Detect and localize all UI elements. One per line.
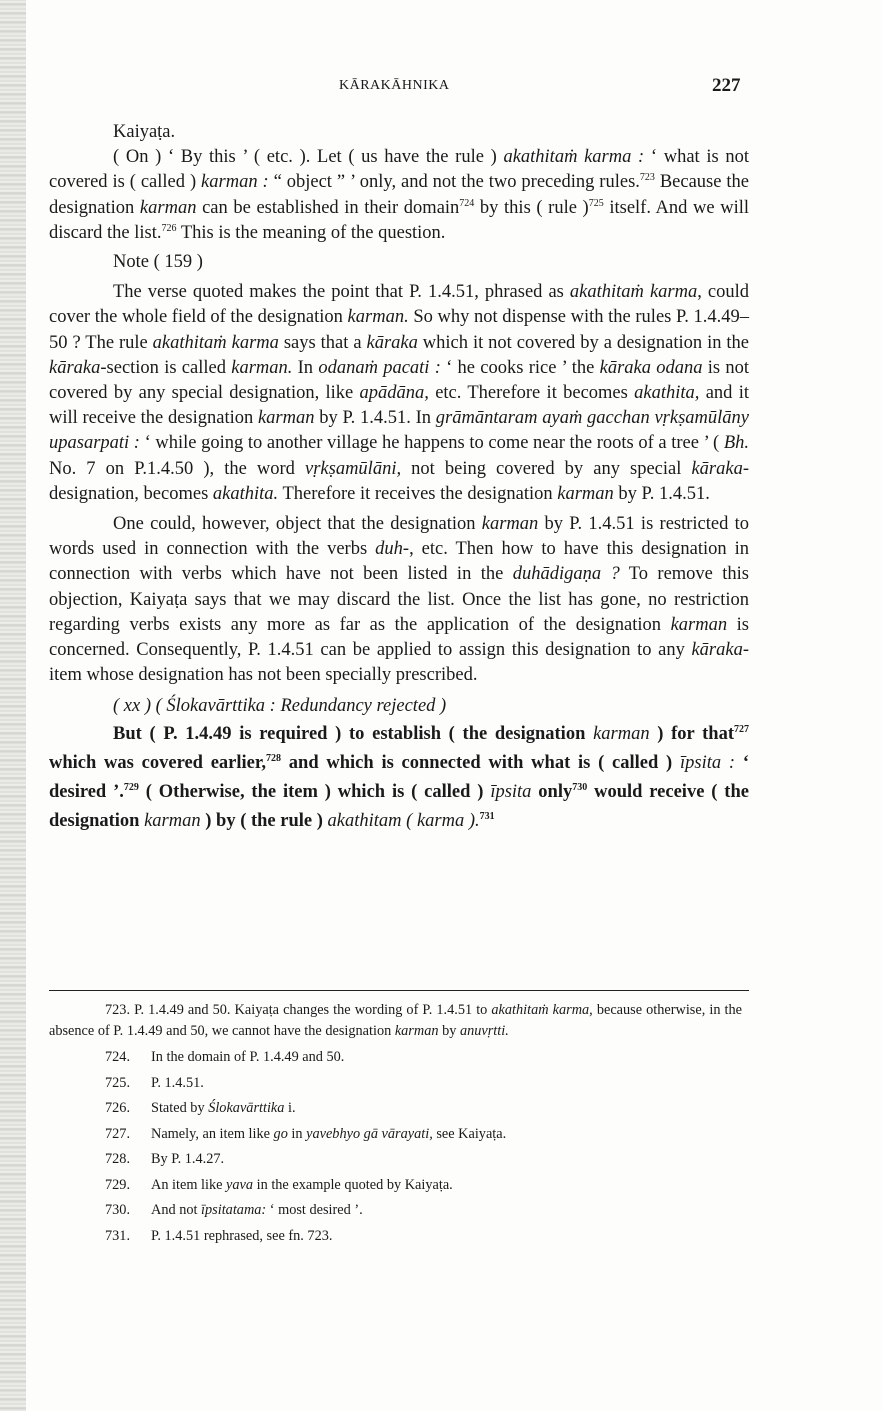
paragraph-note-1: The verse quoted makes the point that P. 1.4.51, phrased as akathitaṁ karma, could cover the whole field of the designation karman. So why not dispense with the rules P. 1.4.49–50 ? The rule akathitaṁ karma says that a kāraka which it not covered by a designation in the kāraka-section is called karman. In odanaṁ pacati : ‘ he cooks rice ’ the kāraka odana is not covered by any special designation, like apādāna, etc. Therefore it becomes akathita, and it will receive the designation karman by P. 1.4.51. In grāmāntaram ayaṁ gacchan vṛkṣamūlāny upasarpati : ‘ while going to another village he happens to come near the roots of a tree ’ ( Bh. No. 7 on P.1.4.50 ), the word vṛkṣamūlāni, not being covered by any special kāraka-designation, becomes akathita. Therefore it receives the designation karman by P. 1.4.51. (49, 282, 750, 504)
footnote-ref-730[interactable]: 730 (572, 782, 588, 794)
footnote-726: 726. Stated by Ślokavārttika i. (105, 1100, 296, 1116)
footnote-728: 728. By P. 1.4.27. (105, 1151, 225, 1167)
slokavarttika-translation: But ( P. 1.4.49 is required ) to establish ( the designation karman ) for that$^{727}$ which was covered earlier,$^{728}$ and which is connected with what is ( called ) īpsita : ‘ desired ’.$^{729}$ ( Otherwise, the item ) which is ( called ) īpsita only$^{730}$ would receive ( the designation karman ) by ( the rule ) akathitam ( karma ).$^{731}$ (49, 723, 749, 832)
footnote-ref-725[interactable]: 725 (588, 197, 604, 209)
footnote-ref-731[interactable]: 731 (479, 811, 495, 823)
paragraph-note-2: One could, however, object that the designation karman by P. 1.4.51 is restricted to words used in connection with the verbs duh-, etc. Then how to have this designation in connection with verbs which have not been listed in the duhādigaṇa ? To remove this objection, Kaiyaṭa says that we may discard the list. Once the list has gone, no restriction regarding verbs exists any more as far as the application of the designation karman is concerned. Consequently, P. 1.4.51 can be applied to assign this designation to any kāraka-item whose designation has not been specially prescribed. (49, 514, 750, 686)
paragraph-label-kaiyata: Kaiyaṭa. (113, 122, 176, 142)
footnote-divider (49, 990, 749, 991)
footnote-ref-728[interactable]: 728 (266, 752, 282, 764)
paragraph-kaiyata: ( On ) ‘ By this ’ ( etc. ). Let ( us have the rule ) akathitaṁ karma : ‘ what is not covered is ( called ) karman : “ object ” ’ only, and not the two preceding rules.$^{723}$ Because the designation karman can be established in their domain$^{724}$ by this ( rule )$^{725}$ itself. And we will discard the list.$^{726}$ This is the meaning of the question. (49, 147, 750, 243)
footnote-724: 724. In the domain of P. 1.4.49 and 50. (105, 1049, 345, 1065)
footnote-729: 729. An item like yava in the example quoted by Kaiyaṭa. (105, 1176, 453, 1193)
footnote-ref-729[interactable]: 729 (123, 782, 139, 794)
footnote-ref-727[interactable]: 727 (734, 723, 749, 735)
footnote-731: 731. P. 1.4.51 rephrased, see fn. 723. (105, 1227, 333, 1244)
main-text (49, 120, 749, 836)
section-heading: ( xx ) ( Ślokavārttika : Redundancy rejected ) (113, 696, 447, 717)
note-label: Note ( 159 ) (113, 252, 203, 273)
page-number: 227 (712, 75, 741, 96)
footnote-723: 723. P. 1.4.49 and 50. Kaiyaṭa changes the wording of P. 1.4.51 to akathitaṁ karma, because otherwise, in the absence of P. 1.4.49 and 50, we cannot have the designation karman by anuvṛtti. (49, 1002, 743, 1039)
footnote-725: 725. P. 1.4.51. (105, 1074, 204, 1091)
footnote-ref-726[interactable]: 726 (161, 222, 177, 234)
footnote-727: 727. Namely, an item like go in yavebhyo gā vārayati, see Kaiyaṭa. (105, 1125, 507, 1142)
scan-edge-shadow (0, 0, 26, 1411)
footnote-ref-724[interactable]: 724 (459, 197, 475, 209)
footnote-730: 730. And not īpsitatama: ‘ most desired ’. (105, 1202, 363, 1218)
running-header-title: KĀRAKĀHNIKA (339, 78, 450, 93)
footnotes (49, 1000, 742, 1251)
footnote-ref-723[interactable]: 723 (639, 172, 655, 184)
